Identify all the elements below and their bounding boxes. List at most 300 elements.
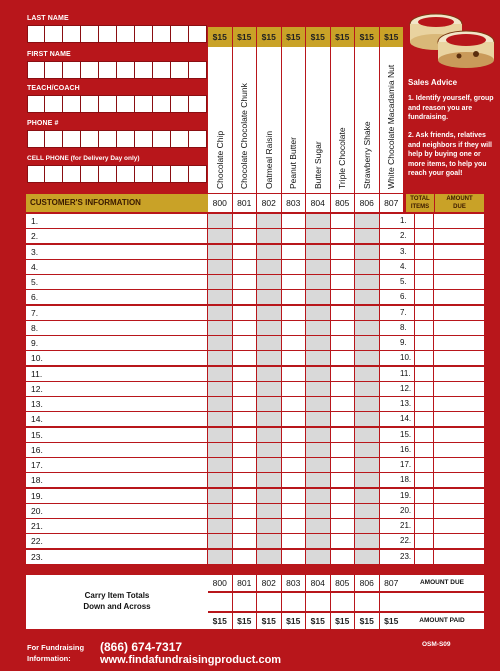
quantity-cell[interactable]	[208, 229, 232, 243]
quantity-cell[interactable]	[306, 534, 330, 548]
quantity-cell[interactable]	[355, 290, 379, 304]
char-box[interactable]	[45, 61, 63, 79]
char-box[interactable]	[171, 165, 189, 183]
quantity-cell[interactable]	[331, 229, 355, 243]
quantity-cell[interactable]	[355, 473, 379, 487]
quantity-cell[interactable]	[233, 428, 257, 442]
quantity-cell[interactable]	[306, 382, 330, 396]
customer-name-cell[interactable]: 7.	[26, 306, 207, 320]
quantity-cell[interactable]	[355, 397, 379, 411]
quantity-cell[interactable]	[257, 489, 281, 503]
quantity-cell[interactable]	[233, 321, 257, 335]
char-box[interactable]	[117, 95, 135, 113]
quantity-cell[interactable]	[233, 351, 257, 365]
total-items-cell[interactable]	[415, 321, 433, 335]
quantity-cell[interactable]	[282, 504, 306, 518]
quantity-cell[interactable]	[306, 290, 330, 304]
quantity-cell[interactable]	[331, 428, 355, 442]
quantity-cell[interactable]	[355, 519, 379, 533]
amount-due-cell[interactable]	[434, 428, 484, 442]
quantity-cell[interactable]	[208, 214, 232, 228]
char-box[interactable]	[189, 61, 207, 79]
total-items-cell[interactable]	[415, 214, 433, 228]
quantity-cell[interactable]	[233, 306, 257, 320]
amount-due-cell[interactable]	[434, 504, 484, 518]
quantity-cell[interactable]	[233, 412, 257, 426]
quantity-cell[interactable]	[257, 260, 281, 274]
total-items-cell[interactable]	[415, 534, 433, 548]
quantity-cell[interactable]	[306, 367, 330, 381]
quantity-cell[interactable]	[208, 275, 232, 289]
char-box[interactable]	[99, 61, 117, 79]
char-box[interactable]	[99, 165, 117, 183]
char-box[interactable]	[135, 165, 153, 183]
char-box[interactable]	[81, 61, 99, 79]
quantity-cell[interactable]	[355, 321, 379, 335]
quantity-cell[interactable]	[233, 397, 257, 411]
quantity-cell[interactable]	[233, 504, 257, 518]
quantity-cell[interactable]	[257, 290, 281, 304]
total-items-cell[interactable]	[415, 504, 433, 518]
customer-name-cell[interactable]: 9.	[26, 336, 207, 350]
quantity-cell[interactable]	[306, 306, 330, 320]
quantity-cell[interactable]	[282, 443, 306, 457]
quantity-cell[interactable]	[257, 534, 281, 548]
char-box[interactable]	[45, 165, 63, 183]
char-box[interactable]	[189, 165, 207, 183]
quantity-cell[interactable]	[257, 412, 281, 426]
quantity-cell[interactable]	[208, 443, 232, 457]
quantity-cell[interactable]	[208, 473, 232, 487]
quantity-cell[interactable]	[331, 397, 355, 411]
quantity-cell[interactable]	[257, 245, 281, 259]
quantity-cell[interactable]	[233, 367, 257, 381]
total-items-cell[interactable]	[415, 458, 433, 472]
quantity-cell[interactable]	[282, 351, 306, 365]
quantity-cell[interactable]	[355, 214, 379, 228]
quantity-cell[interactable]	[233, 260, 257, 274]
quantity-cell[interactable]	[355, 260, 379, 274]
char-box[interactable]	[99, 130, 117, 148]
quantity-cell[interactable]	[331, 351, 355, 365]
quantity-cell[interactable]	[233, 489, 257, 503]
amount-due-cell[interactable]	[434, 260, 484, 274]
quantity-cell[interactable]	[331, 306, 355, 320]
quantity-cell[interactable]	[331, 458, 355, 472]
quantity-cell[interactable]	[355, 428, 379, 442]
customer-name-cell[interactable]: 18.	[26, 473, 207, 487]
quantity-cell[interactable]	[282, 412, 306, 426]
quantity-cell[interactable]	[233, 473, 257, 487]
amount-due-cell[interactable]	[434, 397, 484, 411]
total-items-cell[interactable]	[415, 519, 433, 533]
quantity-cell[interactable]	[306, 275, 330, 289]
quantity-cell[interactable]	[257, 367, 281, 381]
customer-name-cell[interactable]: 13.	[26, 397, 207, 411]
quantity-cell[interactable]	[282, 260, 306, 274]
char-box[interactable]	[63, 165, 81, 183]
quantity-cell[interactable]	[208, 534, 232, 548]
item-total-input[interactable]	[306, 593, 331, 611]
phone-boxes[interactable]	[27, 130, 207, 148]
table-row	[26, 473, 484, 488]
total-items-cell[interactable]	[415, 245, 433, 259]
amount-due-cell[interactable]	[434, 473, 484, 487]
char-box[interactable]	[27, 130, 45, 148]
quantity-cell[interactable]	[355, 306, 379, 320]
quantity-cell[interactable]	[331, 321, 355, 335]
quantity-cell[interactable]	[257, 351, 281, 365]
quantity-cell[interactable]	[306, 550, 330, 564]
item-total-input[interactable]	[282, 593, 307, 611]
item-total-input[interactable]	[233, 593, 258, 611]
item-total-input[interactable]	[331, 593, 356, 611]
char-box[interactable]	[135, 95, 153, 113]
quantity-cell[interactable]	[331, 275, 355, 289]
quantity-cell[interactable]	[306, 504, 330, 518]
quantity-cell[interactable]	[331, 214, 355, 228]
quantity-cell[interactable]	[282, 290, 306, 304]
char-box[interactable]	[63, 130, 81, 148]
quantity-cell[interactable]	[355, 367, 379, 381]
amount-due-cell[interactable]	[434, 245, 484, 259]
total-items-cell[interactable]	[415, 443, 433, 457]
quantity-cell[interactable]	[233, 534, 257, 548]
amount-due-cell[interactable]	[434, 336, 484, 350]
amount-due-cell[interactable]	[434, 275, 484, 289]
quantity-cell[interactable]	[355, 489, 379, 503]
quantity-cell[interactable]	[282, 321, 306, 335]
quantity-cell[interactable]	[208, 321, 232, 335]
quantity-cell[interactable]	[257, 458, 281, 472]
quantity-cell[interactable]	[306, 489, 330, 503]
customer-name-cell[interactable]: 1.	[26, 214, 207, 228]
quantity-cell[interactable]	[208, 428, 232, 442]
quantity-cell[interactable]	[306, 245, 330, 259]
teach-coach-boxes[interactable]	[27, 95, 207, 113]
total-items-cell[interactable]	[415, 260, 433, 274]
quantity-cell[interactable]	[257, 214, 281, 228]
amount-due-cell[interactable]	[434, 550, 484, 564]
quantity-cell[interactable]	[306, 260, 330, 274]
quantity-cell[interactable]	[282, 473, 306, 487]
quantity-cell[interactable]	[306, 428, 330, 442]
total-items-cell[interactable]	[415, 473, 433, 487]
flavor-column	[306, 47, 331, 193]
total-items-cell[interactable]	[415, 397, 433, 411]
quantity-cell[interactable]	[233, 550, 257, 564]
quantity-cell[interactable]	[355, 382, 379, 396]
quantity-cell[interactable]	[257, 550, 281, 564]
char-box[interactable]	[117, 61, 135, 79]
row-number: 12.	[398, 382, 414, 396]
char-box[interactable]	[117, 165, 135, 183]
char-box[interactable]	[135, 130, 153, 148]
amount-due-cell[interactable]	[434, 412, 484, 426]
quantity-cell[interactable]	[282, 306, 306, 320]
customer-name-cell[interactable]: 20.	[26, 504, 207, 518]
totals-entry-row[interactable]	[208, 593, 404, 611]
quantity-cell[interactable]	[282, 458, 306, 472]
quantity-cell[interactable]	[208, 351, 232, 365]
quantity-cell[interactable]	[355, 443, 379, 457]
quantity-cell[interactable]	[331, 473, 355, 487]
quantity-cell[interactable]	[233, 336, 257, 350]
quantity-cell[interactable]	[257, 321, 281, 335]
customer-name-cell[interactable]: 14.	[26, 412, 207, 426]
total-items-cell[interactable]	[415, 290, 433, 304]
quantity-cell[interactable]	[208, 458, 232, 472]
quantity-cell[interactable]	[355, 458, 379, 472]
char-box[interactable]	[81, 130, 99, 148]
char-box[interactable]	[27, 25, 45, 43]
quantity-cell[interactable]	[306, 519, 330, 533]
customer-name-cell[interactable]: 16.	[26, 443, 207, 457]
quantity-cell[interactable]	[233, 458, 257, 472]
quantity-cell[interactable]	[306, 351, 330, 365]
total-items-cell[interactable]	[415, 275, 433, 289]
char-box[interactable]	[63, 61, 81, 79]
quantity-cell[interactable]	[282, 214, 306, 228]
customer-name-cell[interactable]: 22.	[26, 534, 207, 548]
quantity-cell[interactable]	[355, 504, 379, 518]
amount-due-cell[interactable]	[434, 321, 484, 335]
quantity-cell[interactable]	[355, 550, 379, 564]
char-box[interactable]	[63, 25, 81, 43]
quantity-cell[interactable]	[208, 382, 232, 396]
char-box[interactable]	[99, 25, 117, 43]
amount-due-cell[interactable]	[434, 519, 484, 533]
item-total-input[interactable]	[257, 593, 282, 611]
total-items-cell[interactable]	[415, 550, 433, 564]
total-items-cell[interactable]	[415, 489, 433, 503]
quantity-cell[interactable]	[306, 229, 330, 243]
char-box[interactable]	[153, 95, 171, 113]
quantity-cell[interactable]	[233, 229, 257, 243]
quantity-cell[interactable]	[282, 336, 306, 350]
quantity-cell[interactable]	[355, 412, 379, 426]
quantity-cell[interactable]	[282, 245, 306, 259]
char-box[interactable]	[171, 95, 189, 113]
char-box[interactable]	[171, 61, 189, 79]
total-items-cell[interactable]	[415, 382, 433, 396]
quantity-cell[interactable]	[282, 519, 306, 533]
quantity-cell[interactable]	[282, 229, 306, 243]
total-items-cell[interactable]	[415, 306, 433, 320]
quantity-cell[interactable]	[208, 489, 232, 503]
quantity-cell[interactable]	[306, 397, 330, 411]
quantity-cell[interactable]	[257, 504, 281, 518]
quantity-cell[interactable]	[282, 534, 306, 548]
char-box[interactable]	[189, 25, 207, 43]
total-items-cell[interactable]	[415, 351, 433, 365]
quantity-cell[interactable]	[331, 382, 355, 396]
quantity-cell[interactable]	[306, 214, 330, 228]
customer-name-cell[interactable]: 21.	[26, 519, 207, 533]
quantity-cell[interactable]	[331, 290, 355, 304]
first-name-boxes[interactable]	[27, 61, 207, 79]
quantity-cell[interactable]	[355, 275, 379, 289]
quantity-cell[interactable]	[355, 245, 379, 259]
quantity-cell[interactable]	[306, 458, 330, 472]
char-box[interactable]	[189, 95, 207, 113]
quantity-cell[interactable]	[257, 275, 281, 289]
total-items-cell[interactable]	[415, 229, 433, 243]
char-box[interactable]	[81, 95, 99, 113]
quantity-cell[interactable]	[257, 306, 281, 320]
customer-name-cell[interactable]: 5.	[26, 275, 207, 289]
quantity-cell[interactable]	[282, 382, 306, 396]
char-box[interactable]	[27, 61, 45, 79]
quantity-cell[interactable]	[208, 336, 232, 350]
char-box[interactable]	[189, 130, 207, 148]
quantity-cell[interactable]	[208, 550, 232, 564]
amount-due-cell[interactable]	[434, 458, 484, 472]
quantity-cell[interactable]	[306, 443, 330, 457]
quantity-cell[interactable]	[257, 443, 281, 457]
char-box[interactable]	[27, 95, 45, 113]
product-code: 804	[306, 194, 331, 212]
quantity-cell[interactable]	[355, 534, 379, 548]
customer-name-cell[interactable]: 8.	[26, 321, 207, 335]
quantity-cell[interactable]	[306, 321, 330, 335]
customer-name-cell[interactable]: 6.	[26, 290, 207, 304]
quantity-cell[interactable]	[331, 336, 355, 350]
quantity-cell[interactable]	[331, 504, 355, 518]
quantity-cell[interactable]	[233, 519, 257, 533]
quantity-cell[interactable]	[208, 397, 232, 411]
quantity-cell[interactable]	[208, 260, 232, 274]
quantity-cell[interactable]	[257, 397, 281, 411]
quantity-cell[interactable]	[282, 428, 306, 442]
quantity-cell[interactable]	[208, 306, 232, 320]
customer-name-cell[interactable]: 15.	[26, 428, 207, 442]
quantity-cell[interactable]	[257, 229, 281, 243]
last-name-boxes[interactable]	[27, 25, 207, 43]
amount-due-input[interactable]	[400, 593, 484, 611]
char-box[interactable]	[117, 130, 135, 148]
amount-due-cell[interactable]	[434, 367, 484, 381]
char-box[interactable]	[45, 25, 63, 43]
customer-name-cell[interactable]: 17.	[26, 458, 207, 472]
quantity-cell[interactable]	[257, 428, 281, 442]
char-box[interactable]	[63, 95, 81, 113]
quantity-cell[interactable]	[208, 504, 232, 518]
quantity-cell[interactable]	[233, 290, 257, 304]
amount-due-cell[interactable]	[434, 306, 484, 320]
char-box[interactable]	[45, 130, 63, 148]
amount-due-cell[interactable]	[434, 351, 484, 365]
quantity-cell[interactable]	[331, 412, 355, 426]
quantity-cell[interactable]	[306, 473, 330, 487]
char-box[interactable]	[153, 130, 171, 148]
quantity-cell[interactable]	[208, 245, 232, 259]
quantity-cell[interactable]	[257, 382, 281, 396]
quantity-cell[interactable]	[331, 489, 355, 503]
char-box[interactable]	[99, 95, 117, 113]
quantity-cell[interactable]	[257, 473, 281, 487]
quantity-cell[interactable]	[208, 519, 232, 533]
quantity-cell[interactable]	[282, 397, 306, 411]
cell-phone-boxes[interactable]	[27, 165, 207, 183]
quantity-cell[interactable]	[306, 412, 330, 426]
quantity-cell[interactable]	[233, 275, 257, 289]
quantity-cell[interactable]	[282, 489, 306, 503]
quantity-cell[interactable]	[282, 550, 306, 564]
quantity-cell[interactable]	[355, 336, 379, 350]
char-box[interactable]	[171, 130, 189, 148]
char-box[interactable]	[135, 25, 153, 43]
quantity-cell[interactable]	[233, 443, 257, 457]
quantity-cell[interactable]	[331, 534, 355, 548]
amount-due-cell[interactable]	[434, 489, 484, 503]
quantity-cell[interactable]	[233, 245, 257, 259]
quantity-cell[interactable]	[331, 519, 355, 533]
total-items-cell[interactable]	[415, 367, 433, 381]
quantity-cell[interactable]	[306, 336, 330, 350]
quantity-cell[interactable]	[331, 550, 355, 564]
customer-name-cell[interactable]: 19.	[26, 489, 207, 503]
customer-name-cell[interactable]: 12.	[26, 382, 207, 396]
total-items-cell[interactable]	[415, 428, 433, 442]
quantity-cell[interactable]	[331, 260, 355, 274]
amount-due-cell[interactable]	[434, 382, 484, 396]
item-total-input[interactable]	[355, 593, 380, 611]
quantity-cell[interactable]	[331, 443, 355, 457]
customer-name-cell[interactable]: 3.	[26, 245, 207, 259]
char-box[interactable]	[81, 25, 99, 43]
item-total-input[interactable]	[208, 593, 233, 611]
quantity-cell[interactable]	[233, 214, 257, 228]
customer-name-cell[interactable]: 23.	[26, 550, 207, 564]
char-box[interactable]	[27, 165, 45, 183]
total-items-cell[interactable]	[415, 336, 433, 350]
quantity-cell[interactable]	[208, 290, 232, 304]
total-items-cell[interactable]	[415, 412, 433, 426]
char-box[interactable]	[117, 25, 135, 43]
quantity-cell[interactable]	[257, 519, 281, 533]
amount-due-cell[interactable]	[434, 214, 484, 228]
quantity-cell[interactable]	[208, 412, 232, 426]
amount-due-cell[interactable]	[434, 534, 484, 548]
amount-due-cell[interactable]	[434, 443, 484, 457]
customer-name-cell[interactable]: 10.	[26, 351, 207, 365]
quantity-cell[interactable]	[233, 382, 257, 396]
char-box[interactable]	[153, 61, 171, 79]
char-box[interactable]	[153, 25, 171, 43]
amount-due-cell[interactable]	[434, 229, 484, 243]
flavor-label: Chocolate Chocolate Chunk	[239, 83, 250, 189]
customer-name-cell[interactable]: 11.	[26, 367, 207, 381]
customer-name-cell[interactable]: 2.	[26, 229, 207, 243]
char-box[interactable]	[81, 165, 99, 183]
for-fundraising-label: For Fundraising	[27, 643, 85, 652]
customer-name-cell[interactable]: 4.	[26, 260, 207, 274]
quantity-cell[interactable]	[282, 367, 306, 381]
char-box[interactable]	[135, 61, 153, 79]
quantity-cell[interactable]	[355, 351, 379, 365]
char-box[interactable]	[171, 25, 189, 43]
char-box[interactable]	[45, 95, 63, 113]
quantity-cell[interactable]	[257, 336, 281, 350]
quantity-cell[interactable]	[355, 229, 379, 243]
quantity-cell[interactable]	[331, 367, 355, 381]
quantity-cell[interactable]	[331, 245, 355, 259]
amount-due-cell[interactable]	[434, 290, 484, 304]
quantity-cell[interactable]	[208, 367, 232, 381]
char-box[interactable]	[153, 165, 171, 183]
quantity-cell[interactable]	[282, 275, 306, 289]
